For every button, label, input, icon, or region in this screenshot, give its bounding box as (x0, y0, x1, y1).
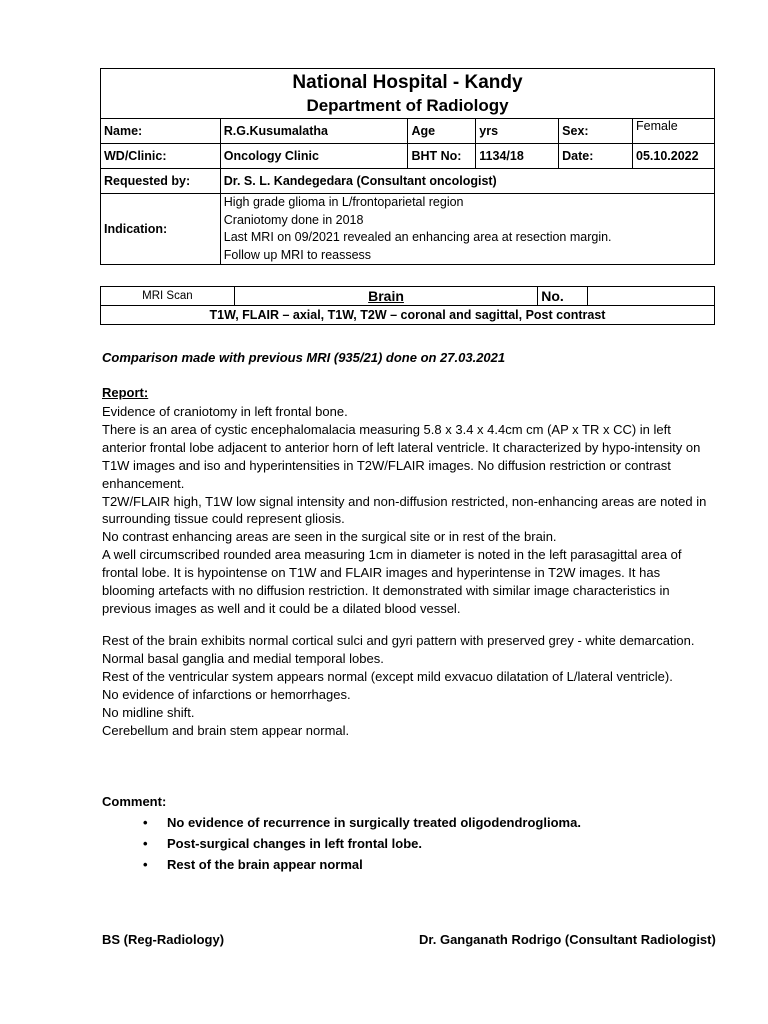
report-paragraph: Evidence of craniotomy in left frontal bone. (102, 404, 348, 419)
date-label: Date: (559, 144, 633, 169)
comparison-note: Comparison made with previous MRI (935/21) done on 27.03.2021 (102, 350, 506, 365)
requested-by-value: Dr. S. L. Kandegedara (Consultant oncologist) (220, 169, 714, 194)
comment-list (140, 814, 720, 877)
findings-paragraph: Cerebellum and brain stem appear normal. (102, 722, 350, 738)
patient-name: R.G.Kusumalatha (220, 119, 408, 144)
hospital-title-cell (101, 69, 715, 119)
patient-sex: Female (633, 119, 715, 144)
comment-item: • No evidence of recurrence in surgically treated oligodendroglioma. (140, 814, 720, 835)
findings-paragraph: Normal basal ganglia and medial temporal lobes. (102, 650, 384, 666)
indication-label: Indication: (101, 194, 221, 265)
report-heading: Report: (102, 385, 149, 400)
findings-paragraph: No midline shift. (102, 704, 195, 720)
report-paragraph: T2W/FLAIR high, T1W low signal intensity and non-diffusion restricted, non-enhancing areas are noted in surrounding tissue could represent gliosis. (102, 493, 707, 527)
ward-value: Oncology Clinic (220, 144, 408, 169)
consultant-signature: Dr. Ganganath Rodrigo (Consultant Radiologist) (419, 932, 716, 947)
scan-table (100, 286, 715, 325)
hospital-name: National Hospital - Kandy (292, 72, 523, 93)
comment-item: • Rest of the brain appear normal (140, 856, 720, 877)
indication-line: Last MRI on 09/2021 revealed an enhancing area at resection margin. (223, 230, 612, 245)
ward-label: WD/Clinic: (101, 144, 221, 169)
comment-item: • Post-surgical changes in left frontal lobe. (140, 835, 720, 856)
scan-no-label: No. (538, 287, 588, 306)
report-paragraph: No contrast enhancing areas are seen in the surgical site or in rest of the brain. (102, 529, 557, 545)
bht-label: BHT No: (408, 144, 476, 169)
findings-paragraph: Rest of the brain exhibits normal cortical sulci and gyri pattern with preserved grey - white demarcation. (102, 633, 695, 648)
requested-by-label: Requested by: (101, 169, 221, 194)
registrar-signature: BS (Reg-Radiology) (102, 932, 225, 947)
report-body (102, 403, 712, 618)
scan-region: Brain (234, 287, 537, 306)
scan-type-label: MRI Scan (101, 287, 235, 306)
patient-age: yrs (476, 119, 559, 144)
sex-label: Sex: (559, 119, 633, 144)
findings-body (102, 632, 712, 739)
age-label: Age (408, 119, 476, 144)
report-paragraph: There is an area of cystic encephalomalacia measuring 5.8 x 3.4 x 4.4cm cm (AP x TR x CC) in left anterior frontal lobe adjacent to anterior horn of left lateral ventricle. It characterized by hypo-intensity on T1W images and iso and hyperintensities in T2W/FLAIR images. No diffusion restriction or contrast enhancement. (102, 421, 701, 491)
date-value: 05.10.2022 (633, 144, 715, 169)
indication-line: High grade glioma in L/frontoparietal region (223, 195, 464, 209)
bht-value: 1134/18 (476, 144, 559, 169)
indication-line: Craniotomy done in 2018 (223, 212, 364, 227)
findings-paragraph: Rest of the ventricular system appears normal (except mild exvacuo dilatation of L/lateral ventricle). (102, 668, 673, 684)
scan-sequences: T1W, FLAIR – axial, T1W, T2W – coronal and sagittal, Post contrast (101, 306, 715, 325)
scan-no-value (588, 287, 715, 306)
name-label: Name: (101, 119, 221, 144)
indication-value (220, 194, 714, 265)
indication-line: Follow up MRI to reassess (223, 247, 372, 262)
report-paragraph: A well circumscribed rounded area measuring 1cm in diameter is noted in the left parasagittal area of frontal lobe. It is hypointense on T1W and FLAIR images and hyperintense in T2W images. It has blooming artefacts with no diffusion restriction. It demonstrated with similar image characteristics in previous images as well and it could be a dilated blood vessel. (102, 547, 682, 616)
department-name: Department of Radiology (306, 96, 509, 115)
patient-header-table (100, 68, 715, 265)
findings-paragraph: No evidence of infarctions or hemorrhages. (102, 686, 351, 702)
comment-heading: Comment: (102, 794, 167, 809)
